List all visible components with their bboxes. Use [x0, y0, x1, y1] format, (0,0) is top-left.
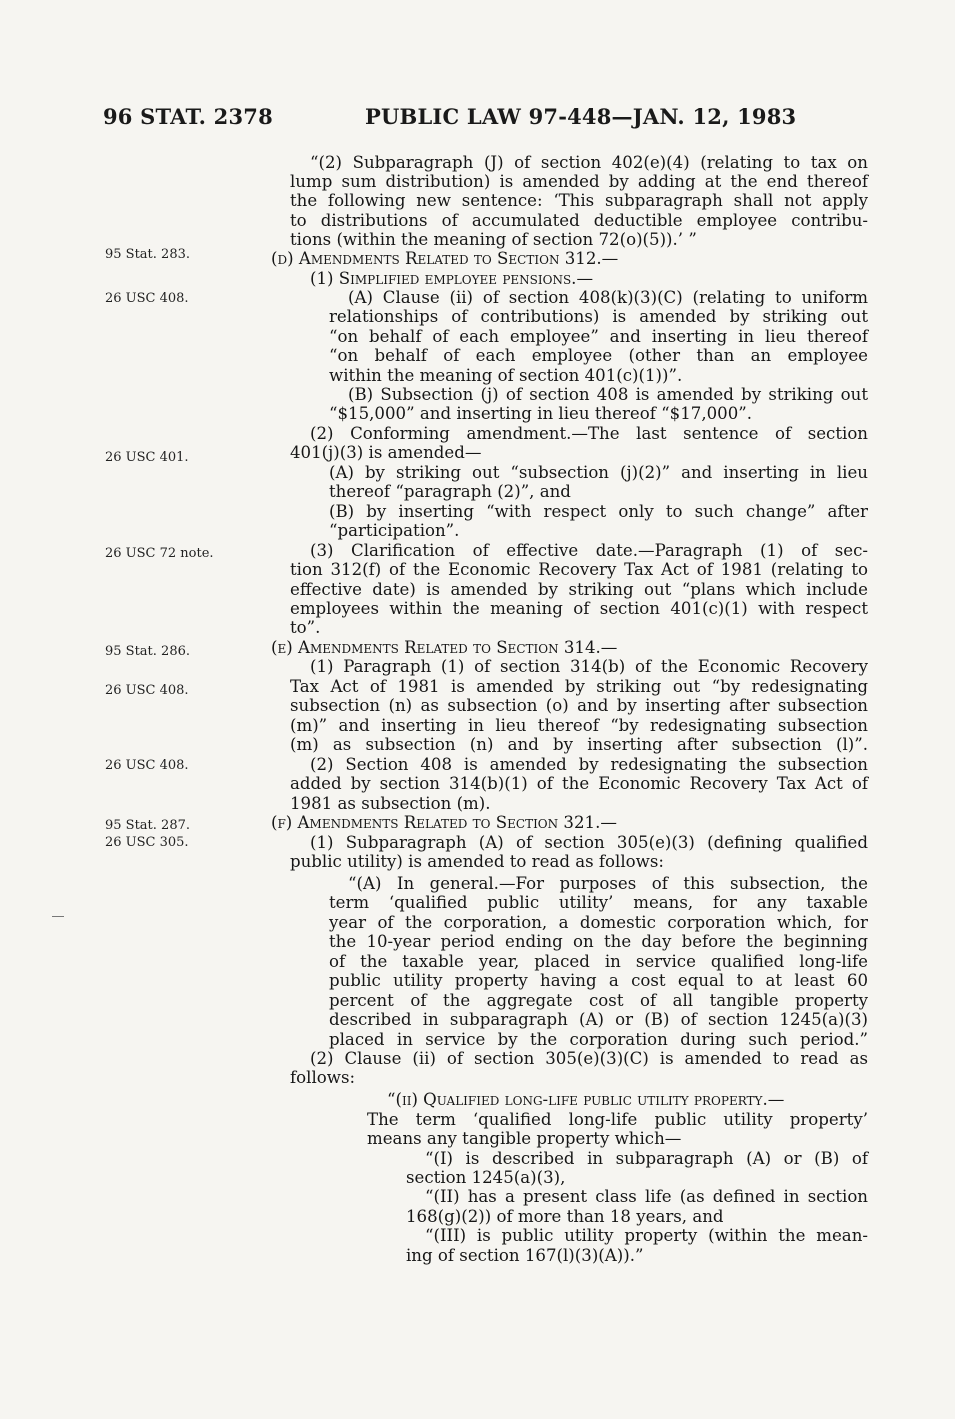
text-line: term ‘qualified public utility’ means, for any taxable	[329, 893, 868, 912]
text-line: (2) Conforming amendment.—The last sentence of section	[310, 424, 868, 443]
text-line: “(II) has a present class life (as defined in section	[425, 1187, 868, 1206]
text-line: added by section 314(b)(1) of the Economic Recovery Tax Act of	[290, 774, 868, 793]
text-line: percent of the aggregate cost of all tangible property	[329, 991, 868, 1010]
text-line: follows:	[290, 1068, 356, 1087]
section-heading: (d) Amendments Related to Section 312.—	[271, 249, 619, 268]
text-line: section 1245(a)(3),	[406, 1168, 566, 1187]
text-line: employees within the meaning of section 401(c)(1) with respect	[290, 599, 868, 618]
text-line: year of the corporation, a domestic corporation which, for	[329, 913, 868, 932]
text-line: public utility property having a cost equal to at least 60	[329, 971, 868, 990]
text-line: (1) Paragraph (1) of section 314(b) of the Economic Recovery	[310, 657, 868, 676]
text-line: (m) as subsection (n) and by inserting after subsection (l)”.	[290, 735, 868, 754]
margin-note: 26 USC 72 note.	[105, 546, 214, 561]
text-line: “(2) Subparagraph (J) of section 402(e)(4) (relating to tax on	[310, 153, 868, 172]
text-line: ing of section 167(l)(3)(A)).”	[406, 1246, 644, 1265]
margin-note: 26 USC 408.	[105, 291, 189, 306]
section-heading: (f) Amendments Related to Section 321.—	[271, 813, 617, 832]
text-line: of the taxable year, placed in service qualified long-life	[329, 952, 868, 971]
text-line: (2) Clause (ii) of section 305(e)(3)(C) is amended to read as	[310, 1049, 868, 1068]
text-line: (1) Subparagraph (A) of section 305(e)(3) (defining qualified	[310, 833, 868, 852]
text-line: to distributions of accumulated deductible employee contribu-	[290, 211, 868, 230]
text-line: means any tangible property which—	[367, 1129, 682, 1148]
text-line: placed in service by the corporation during such period.”	[329, 1030, 868, 1049]
paragraph-heading: (1) Simplified employee pensions.—	[310, 269, 594, 288]
text-line: to”.	[290, 618, 321, 637]
stat-page-number: 96 STAT. 2378	[103, 104, 273, 129]
text-line: 168(g)(2)) of more than 18 years, and	[406, 1207, 724, 1226]
section-heading: (e) Amendments Related to Section 314.—	[271, 638, 618, 657]
clause-heading: “(ii) Qualified long-life public utility property.—	[387, 1090, 785, 1109]
text-line: (B) by inserting “with respect only to such change” after	[329, 502, 868, 521]
text-line: tions (within the meaning of section 72(o)(5)).’ ”	[290, 230, 697, 249]
text-line: 1981 as subsection (m).	[290, 794, 491, 813]
text-line: described in subparagraph (A) or (B) of section 1245(a)(3)	[329, 1010, 868, 1029]
text-line: relationships of contributions) is amended by striking out	[329, 307, 868, 326]
text-line: (m)” and inserting in lieu thereof “by redesignating subsection	[290, 716, 868, 735]
law-title: PUBLIC LAW 97-448—JAN. 12, 1983	[365, 104, 797, 129]
text-line: the following new sentence: ‘This subparagraph shall not apply	[290, 191, 868, 210]
text-line: “(A) In general.—For purposes of this subsection, the	[348, 874, 868, 893]
text-line: public utility) is amended to read as follows:	[290, 852, 664, 871]
margin-mark	[52, 916, 64, 917]
text-line: “(I) is described in subparagraph (A) or (B) of	[425, 1149, 868, 1168]
text-line: (A) by striking out “subsection (j)(2)” and inserting in lieu	[329, 463, 868, 482]
text-line: 401(j)(3) is amended—	[290, 443, 482, 462]
text-line: “on behalf of each employee” and inserting in lieu thereof	[329, 327, 868, 346]
margin-note: 95 Stat. 286.	[105, 644, 190, 659]
margin-note: 26 USC 408.	[105, 758, 189, 773]
text-line: tion 312(f) of the Economic Recovery Tax Act of 1981 (relating to	[290, 560, 868, 579]
text-line: The term ‘qualified long-life public utility property’	[367, 1110, 868, 1129]
text-line: “(III) is public utility property (within the mean-	[425, 1226, 868, 1245]
margin-note: 26 USC 305.	[105, 835, 189, 850]
text-line: effective date) is amended by striking out “plans which include	[290, 580, 868, 599]
text-line: “on behalf of each employee (other than an employee	[329, 346, 868, 365]
text-line: (3) Clarification of effective date.—Paragraph (1) of sec-	[310, 541, 868, 560]
margin-note: 95 Stat. 283.	[105, 247, 190, 262]
text-line: (B) Subsection (j) of section 408 is amended by striking out	[348, 385, 868, 404]
text-line: Tax Act of 1981 is amended by striking out “by redesignating	[290, 677, 868, 696]
text-line: (2) Section 408 is amended by redesignating the subsection	[310, 755, 868, 774]
text-line: “$15,000” and inserting in lieu thereof “$17,000”.	[329, 404, 753, 423]
margin-note: 26 USC 408.	[105, 683, 189, 698]
text-line: the 10-year period ending on the day before the beginning	[329, 932, 868, 951]
text-line: lump sum distribution) is amended by adding at the end thereof	[290, 172, 868, 191]
margin-note: 95 Stat. 287.	[105, 818, 190, 833]
text-line: subsection (n) as subsection (o) and by inserting after subsection	[290, 696, 868, 715]
text-line: (A) Clause (ii) of section 408(k)(3)(C) (relating to uniform	[348, 288, 868, 307]
text-line: thereof “paragraph (2)”, and	[329, 482, 571, 501]
margin-note: 26 USC 401.	[105, 450, 189, 465]
text-line: within the meaning of section 401(c)(1))”.	[329, 366, 683, 385]
text-line: “participation”.	[329, 521, 460, 540]
